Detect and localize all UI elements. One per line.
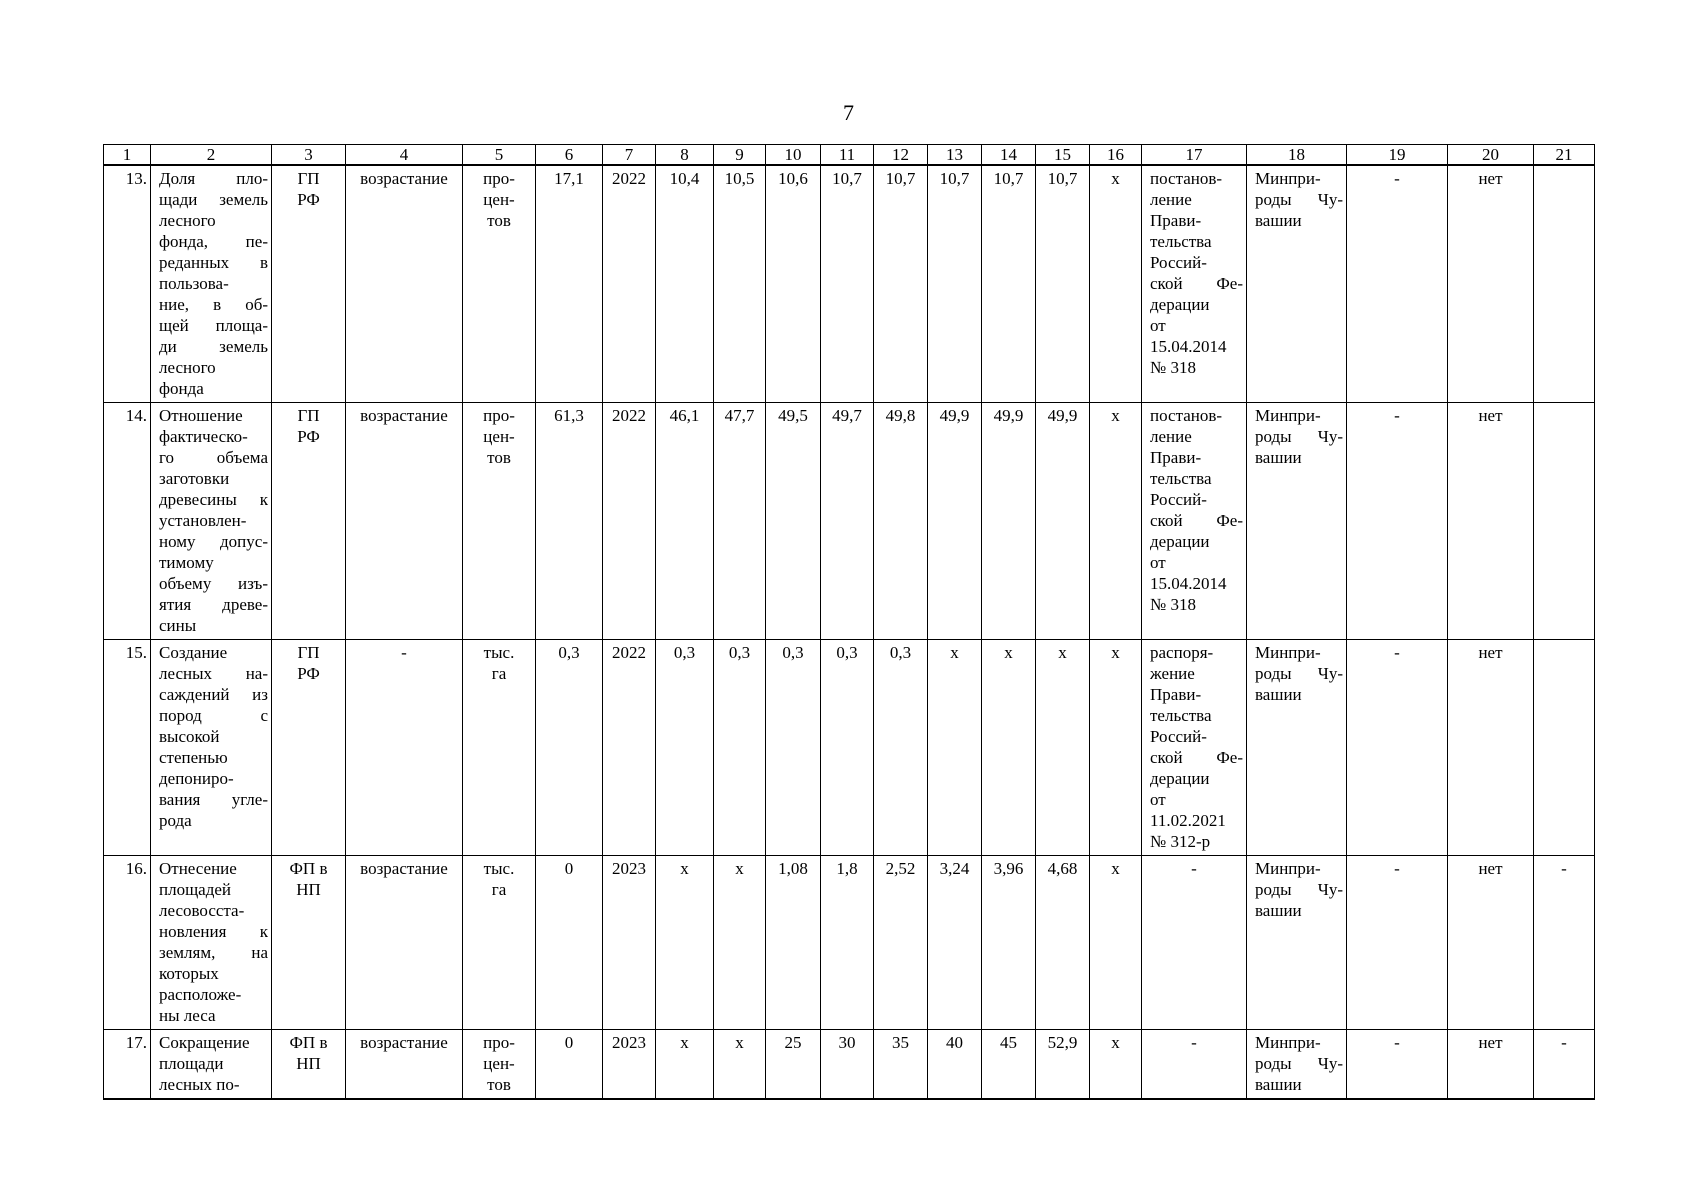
indicator-name-line: объему изъ-	[159, 574, 268, 593]
column-header: 6	[536, 145, 603, 166]
col-19: -	[1347, 165, 1448, 403]
indicator-source	[272, 1030, 346, 1100]
responsible-line: роды Чу-	[1255, 190, 1343, 209]
table-row	[104, 856, 1595, 1030]
value-v11: 10,7	[821, 165, 874, 403]
document-line: 15.04.2014	[1150, 337, 1227, 356]
document-line: ской Фе-	[1150, 511, 1243, 530]
value-v11: 49,7	[821, 403, 874, 640]
document-line: № 318	[1150, 358, 1196, 377]
column-header: 4	[346, 145, 463, 166]
document-line: от	[1150, 553, 1166, 572]
indicator-name-line: фактическо-	[159, 427, 248, 446]
column-header: 13	[928, 145, 982, 166]
value-v8: х	[656, 1030, 714, 1100]
base-value: 0	[536, 1030, 603, 1100]
document-line: Прави-	[1150, 448, 1202, 467]
document-line: тельства	[1150, 706, 1212, 725]
column-header: 1	[104, 145, 151, 166]
indicator-source-line: ГП	[297, 643, 320, 662]
column-header: 19	[1347, 145, 1448, 166]
responsible-line: Минпри-	[1255, 1033, 1321, 1052]
document-line: Россий-	[1150, 490, 1207, 509]
document-line: ление	[1150, 190, 1192, 209]
document-line: постанов-	[1150, 406, 1223, 425]
indicator-name-line: площади	[159, 1054, 224, 1073]
base-value: 0,3	[536, 640, 603, 856]
value-v16: х	[1090, 640, 1142, 856]
value-v8: 46,1	[656, 403, 714, 640]
indicator-name-line: лесного	[159, 358, 216, 377]
indicator-name-line: Сокращение	[159, 1033, 250, 1052]
indicator-name-line: высокой	[159, 727, 220, 746]
column-header: 15	[1036, 145, 1090, 166]
unit-line: тов	[487, 448, 511, 467]
column-header: 12	[874, 145, 928, 166]
indicator-trend: -	[346, 640, 463, 856]
base-year: 2022	[603, 403, 656, 640]
responsible	[1247, 1030, 1347, 1100]
unit-line: тыс.	[483, 643, 515, 662]
unit-line: про-	[483, 169, 515, 188]
document	[1142, 403, 1247, 640]
document-line: жение	[1150, 664, 1195, 683]
indicator-name-line: установлен-	[159, 511, 247, 530]
document-line: № 318	[1150, 595, 1196, 614]
page-number: 7	[843, 100, 854, 125]
value-v8: 10,4	[656, 165, 714, 403]
value-v10: 25	[766, 1030, 821, 1100]
col-19: -	[1347, 1030, 1448, 1100]
value-v13: 40	[928, 1030, 982, 1100]
responsible	[1247, 856, 1347, 1030]
unit	[463, 856, 536, 1030]
row-number: 14.	[104, 403, 151, 640]
document-line: Прави-	[1150, 685, 1202, 704]
value-v12: 35	[874, 1030, 928, 1100]
indicator-name	[151, 640, 272, 856]
indicator-name-line: землям, на	[159, 943, 268, 962]
column-header: 16	[1090, 145, 1142, 166]
col-20: нет	[1448, 856, 1534, 1030]
document-line: 11.02.2021	[1150, 811, 1226, 830]
value-v9: х	[714, 856, 766, 1030]
col-19: -	[1347, 856, 1448, 1030]
unit	[463, 165, 536, 403]
indicator-source-line: НП	[296, 880, 321, 899]
document-line: постанов-	[1150, 169, 1223, 188]
indicator-name-line: фонда, пе-	[159, 232, 268, 251]
value-v12: 49,8	[874, 403, 928, 640]
indicator-name-line: новления к	[159, 922, 268, 941]
value-v15: 10,7	[1036, 165, 1090, 403]
value-v14: 3,96	[982, 856, 1036, 1030]
unit-line: про-	[483, 1033, 515, 1052]
document-line: от	[1150, 790, 1166, 809]
indicator-name	[151, 403, 272, 640]
value-v14: х	[982, 640, 1036, 856]
table-row	[104, 403, 1595, 640]
document-line: тельства	[1150, 232, 1212, 251]
row-number: 15.	[104, 640, 151, 856]
value-v9: 10,5	[714, 165, 766, 403]
document	[1142, 165, 1247, 403]
col-21: -	[1534, 856, 1595, 1030]
base-value: 61,3	[536, 403, 603, 640]
value-v15: 52,9	[1036, 1030, 1090, 1100]
indicator-name-line: лесного	[159, 211, 216, 230]
value-v16: х	[1090, 403, 1142, 640]
indicator-name-line: щади земель	[159, 190, 268, 209]
base-year: 2022	[603, 165, 656, 403]
value-v10: 0,3	[766, 640, 821, 856]
column-header: 21	[1534, 145, 1595, 166]
indicator-name-line: щей площа-	[159, 316, 268, 335]
document-line: от	[1150, 316, 1166, 335]
base-value: 17,1	[536, 165, 603, 403]
responsible-line: роды Чу-	[1255, 880, 1343, 899]
column-header: 8	[656, 145, 714, 166]
indicator-name-line: степенью	[159, 748, 228, 767]
indicator-name-line: лесных по-	[159, 1075, 240, 1094]
value-v10: 10,6	[766, 165, 821, 403]
value-v14: 49,9	[982, 403, 1036, 640]
indicator-source-line: РФ	[297, 427, 320, 446]
responsible	[1247, 165, 1347, 403]
responsible-line: Минпри-	[1255, 643, 1321, 662]
value-v11: 0,3	[821, 640, 874, 856]
table-row	[104, 640, 1595, 856]
responsible-line: Минпри-	[1255, 169, 1321, 188]
indicator-trend: возрастание	[346, 1030, 463, 1100]
value-v9: 0,3	[714, 640, 766, 856]
indicator-name	[151, 1030, 272, 1100]
indicator-name-line: заготовки	[159, 469, 230, 488]
value-v10: 49,5	[766, 403, 821, 640]
document-line: ской Фе-	[1150, 748, 1243, 767]
responsible-line: вашии	[1255, 685, 1302, 704]
col-21	[1534, 165, 1595, 403]
column-header: 20	[1448, 145, 1534, 166]
column-header: 11	[821, 145, 874, 166]
column-header: 9	[714, 145, 766, 166]
column-header: 17	[1142, 145, 1247, 166]
document-line: Россий-	[1150, 727, 1207, 746]
unit-line: га	[491, 664, 507, 683]
col-20: нет	[1448, 1030, 1534, 1100]
col-19: -	[1347, 640, 1448, 856]
indicator-name-line: Отнесение	[159, 859, 237, 878]
value-v15: 4,68	[1036, 856, 1090, 1030]
indicator-source-line: РФ	[297, 664, 320, 683]
indicator-name-line: Отношение	[159, 406, 243, 425]
document-line: Прави-	[1150, 211, 1202, 230]
value-v16: х	[1090, 856, 1142, 1030]
base-year: 2023	[603, 1030, 656, 1100]
col-20: нет	[1448, 165, 1534, 403]
indicator-trend: возрастание	[346, 165, 463, 403]
indicator-name-line: рода	[159, 811, 192, 830]
document-line: 15.04.2014	[1150, 574, 1227, 593]
indicator-name-line: ному допус-	[159, 532, 268, 551]
document-line: ской Фе-	[1150, 274, 1243, 293]
indicator-source-line: ГП	[297, 406, 320, 425]
indicator-name-line: ди земель	[159, 337, 268, 356]
table-row	[104, 1030, 1595, 1100]
indicator-name-line: Доля пло-	[159, 169, 268, 188]
document-line: тельства	[1150, 469, 1212, 488]
value-v14: 45	[982, 1030, 1036, 1100]
indicator-source	[272, 165, 346, 403]
value-v11: 30	[821, 1030, 874, 1100]
indicator-trend: возрастание	[346, 856, 463, 1030]
indicator-name-line: фонда	[159, 379, 204, 398]
indicator-name-line: пород с	[159, 706, 268, 725]
base-value: 0	[536, 856, 603, 1030]
col-19: -	[1347, 403, 1448, 640]
document-line: распоря-	[1150, 643, 1214, 662]
responsible-line: Минпри-	[1255, 406, 1321, 425]
responsible-line: роды Чу-	[1255, 427, 1343, 446]
row-number: 13.	[104, 165, 151, 403]
indicator-name-line: ние, в об-	[159, 295, 268, 314]
column-header: 5	[463, 145, 536, 166]
unit	[463, 403, 536, 640]
indicator-name	[151, 165, 272, 403]
unit-line: га	[491, 880, 507, 899]
indicator-name-line: пользова-	[159, 274, 229, 293]
indicator-source-line: ФП в	[289, 1033, 328, 1052]
responsible-line: вашии	[1255, 211, 1302, 230]
document-line: дерации	[1150, 295, 1210, 314]
responsible-line: Минпри-	[1255, 859, 1321, 878]
value-v15: х	[1036, 640, 1090, 856]
indicator-source	[272, 403, 346, 640]
column-header: 14	[982, 145, 1036, 166]
unit	[463, 640, 536, 856]
header-row	[104, 145, 1595, 166]
indicator-source-line: ФП в	[289, 859, 328, 878]
value-v12: 2,52	[874, 856, 928, 1030]
responsible-line: вашии	[1255, 901, 1302, 920]
column-header: 3	[272, 145, 346, 166]
indicator-name-line: реданных в	[159, 253, 268, 272]
document-line: Россий-	[1150, 253, 1207, 272]
indicator-name-line: депониро-	[159, 769, 234, 788]
document-line: № 312-р	[1150, 832, 1211, 851]
col-21	[1534, 403, 1595, 640]
indicator-name-line: тимому	[159, 553, 214, 572]
value-v14: 10,7	[982, 165, 1036, 403]
indicators-table	[103, 144, 1595, 1100]
column-header: 7	[603, 145, 656, 166]
document	[1142, 640, 1247, 856]
column-header: 18	[1247, 145, 1347, 166]
responsible-line: роды Чу-	[1255, 1054, 1343, 1073]
value-v12: 0,3	[874, 640, 928, 856]
unit-line: тов	[487, 1075, 511, 1094]
indicator-name-line: площадей	[159, 880, 232, 899]
responsible-line: роды Чу-	[1255, 664, 1343, 683]
unit-line: про-	[483, 406, 515, 425]
responsible-line: вашии	[1255, 448, 1302, 467]
document: -	[1142, 1030, 1247, 1100]
indicator-trend: возрастание	[346, 403, 463, 640]
indicator-name-line: которых	[159, 964, 219, 983]
indicator-name-line: древесины к	[159, 490, 268, 509]
value-v13: 10,7	[928, 165, 982, 403]
value-v13: 3,24	[928, 856, 982, 1030]
indicator-name-line: лесных на-	[159, 664, 268, 683]
value-v9: х	[714, 1030, 766, 1100]
unit-line: тыс.	[483, 859, 515, 878]
indicator-name-line: го объема	[159, 448, 268, 467]
col-20: нет	[1448, 403, 1534, 640]
col-21: -	[1534, 1030, 1595, 1100]
responsible	[1247, 403, 1347, 640]
indicator-name-line: сины	[159, 616, 197, 635]
unit	[463, 1030, 536, 1100]
indicator-source-line: НП	[296, 1054, 321, 1073]
column-header: 10	[766, 145, 821, 166]
indicator-name-line: ятия древе-	[159, 595, 268, 614]
responsible-line: вашии	[1255, 1075, 1302, 1094]
base-year: 2022	[603, 640, 656, 856]
indicator-name-line: Создание	[159, 643, 228, 662]
value-v13: х	[928, 640, 982, 856]
row-number: 16.	[104, 856, 151, 1030]
table-row	[104, 165, 1595, 403]
responsible	[1247, 640, 1347, 856]
value-v9: 47,7	[714, 403, 766, 640]
unit-line: цен-	[483, 427, 515, 446]
value-v13: 49,9	[928, 403, 982, 640]
column-header: 2	[151, 145, 272, 166]
indicator-source	[272, 856, 346, 1030]
value-v15: 49,9	[1036, 403, 1090, 640]
document-line: дерации	[1150, 532, 1210, 551]
value-v8: 0,3	[656, 640, 714, 856]
indicator-name-line: расположе-	[159, 985, 242, 1004]
document-line: ление	[1150, 427, 1192, 446]
row-number: 17.	[104, 1030, 151, 1100]
value-v8: х	[656, 856, 714, 1030]
unit-line: цен-	[483, 1054, 515, 1073]
document: -	[1142, 856, 1247, 1030]
value-v16: х	[1090, 165, 1142, 403]
indicator-source-line: ГП	[297, 169, 320, 188]
value-v12: 10,7	[874, 165, 928, 403]
indicator-name-line: лесовосста-	[159, 901, 245, 920]
unit-line: тов	[487, 211, 511, 230]
value-v11: 1,8	[821, 856, 874, 1030]
document-line: дерации	[1150, 769, 1210, 788]
unit-line: цен-	[483, 190, 515, 209]
indicator-name-line: вания угле-	[159, 790, 268, 809]
base-year: 2023	[603, 856, 656, 1030]
indicator-source-line: РФ	[297, 190, 320, 209]
value-v16: х	[1090, 1030, 1142, 1100]
value-v10: 1,08	[766, 856, 821, 1030]
indicator-name-line: ны леса	[159, 1006, 216, 1025]
indicator-name-line: саждений из	[159, 685, 268, 704]
col-20: нет	[1448, 640, 1534, 856]
col-21	[1534, 640, 1595, 856]
indicator-name	[151, 856, 272, 1030]
indicator-source	[272, 640, 346, 856]
